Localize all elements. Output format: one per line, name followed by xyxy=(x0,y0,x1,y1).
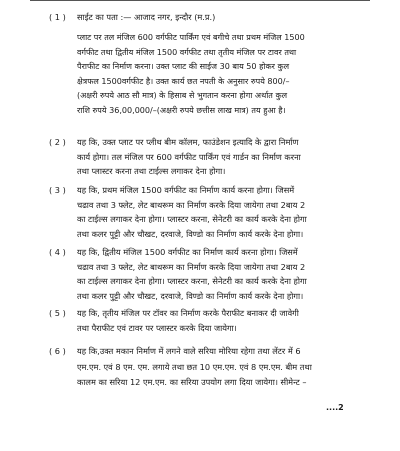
section-6-number: ( 6 ) xyxy=(49,346,66,356)
section-3-line: चढाव तथा 3 फ्लेट, लेट बाथरूम का निर्माण करके दिया जायेगा तथा 2बाय 2 xyxy=(77,199,306,210)
section-4-text xyxy=(77,245,307,303)
section-2-number: ( 2 ) xyxy=(49,137,66,147)
section-2-line: तथा प्लास्टर करना तथा टाईल्स लगाकर देना होगा। xyxy=(77,166,226,177)
section-5-line: यह कि, तृतीय मंजिल पर टॉवर का निर्माण करके पैराफीट बनाकर दी जावेगी xyxy=(77,308,299,318)
top-rule xyxy=(30,0,370,1)
section-5-text xyxy=(77,306,299,335)
summary-line: प्लाट पर तल मंजिल 600 वर्गफीट पार्किंग एवं बगीचे तथा प्रथम मंजिल 1500 xyxy=(77,33,305,42)
site-address xyxy=(77,10,215,25)
section-3-line: का टाईल्स लगाकर देना होगा। प्लास्टर करना, सेनेटरी का कार्य करके देना होगा xyxy=(77,214,307,225)
section-6-line: कालम का सरिया 12 एम.एम. का सरिया उपयोग लगा दिया जायेगा। सीमेन्ट – xyxy=(77,377,307,388)
section-3-number: ( 3 ) xyxy=(49,185,66,195)
section-6-line: यह कि,उक्त मकान निर्माण में लगने वाले सरिया मोरिया रहेगा तथा लेंटर में 6 xyxy=(77,346,301,356)
section-2-text xyxy=(77,135,301,179)
section-1-number: ( 1 ) xyxy=(49,12,66,22)
section-6-line: एम.एम. एवं 8 एम. एम. लगाये तथा छत 10 एम.एम. एवं 8 एम.एम. बीम तथा xyxy=(77,361,312,372)
summary-line: (अक्षरी रुपये आठ सौ मात्र) के हिसाब से भुगतान करना होगा अर्थात कुल xyxy=(77,91,288,101)
section-4-line: तथा कलर पुट्टी और चौखट, दरवाजे, विण्डो का निर्माण कार्य करके देना होगा। xyxy=(77,290,304,301)
section-4-line: का टाईल्स लगाकर देना होगा। प्लास्टर करना, सेनेटरी का कार्य करके देना होगा xyxy=(77,276,307,287)
section-1-line: साईट का पता :— आजाद नगर, इन्दौर (म.प्र.) xyxy=(77,12,216,22)
summary-line: वर्गफीट तथा द्वितीय मंजिल 1500 वर्गफीट तथा तृतीय मंजिल पर टावर तथा xyxy=(77,47,297,57)
section-2-line: यह कि, उक्त प्लाट पर प्लीथ बीम कॉलम, फाउंडेशन इत्यादि के द्वारा निर्माण xyxy=(77,137,299,147)
summary-line: राशि रुपये 36,00,000/–(अक्षरी रुपये छत्तीस लाख मात्र) तय हुआ है। xyxy=(77,105,286,115)
section-4-line: चढाव तथा 3 फ्लेट, लेट बाथरूम का निर्माण करके दिया जायेगा तथा 2बाय 2 xyxy=(77,261,306,272)
section-5-line: तथा पैराफीट एवं टावर पर प्लास्टर करके दिया जायेगा। xyxy=(77,322,237,333)
summary-line: पैराफीट का निर्माण करना। उक्त प्लाट की साईज 30 बाय 50 होकर कुल xyxy=(77,62,290,72)
section-2-line: कार्य होगा। तल मंजिल पर 600 वर्गफीट पार्किंग एवं गार्डन का निर्माण करना xyxy=(77,151,301,162)
page-continuation-marker: ....2 xyxy=(326,403,344,412)
section-4-number: ( 4 ) xyxy=(49,247,66,257)
section-3-line: यह कि, प्रथम मंजिल 1500 वर्गफीट का निर्माण कार्य करना होगा। जिसमें xyxy=(77,185,295,195)
section-3-text xyxy=(77,183,307,241)
section-5-number: ( 5 ) xyxy=(49,308,66,318)
section-3-line: तथा कलर पुट्टी और चौखट, दरवाजे, विण्डो का निर्माण कार्य करके देना होगा। xyxy=(77,228,304,239)
section-4-line: यह कि, द्वितीय मंजिल 1500 वर्गफीट का निर्माण कार्य करना होगा। जिसमें xyxy=(77,247,298,257)
summary-line: क्षेत्रफल 1500वर्गफीट है। उक्त कार्य छत नपती के अनुसार रुपये 800/– xyxy=(77,76,290,86)
construction-summary xyxy=(77,31,305,119)
section-6-text xyxy=(77,344,312,391)
